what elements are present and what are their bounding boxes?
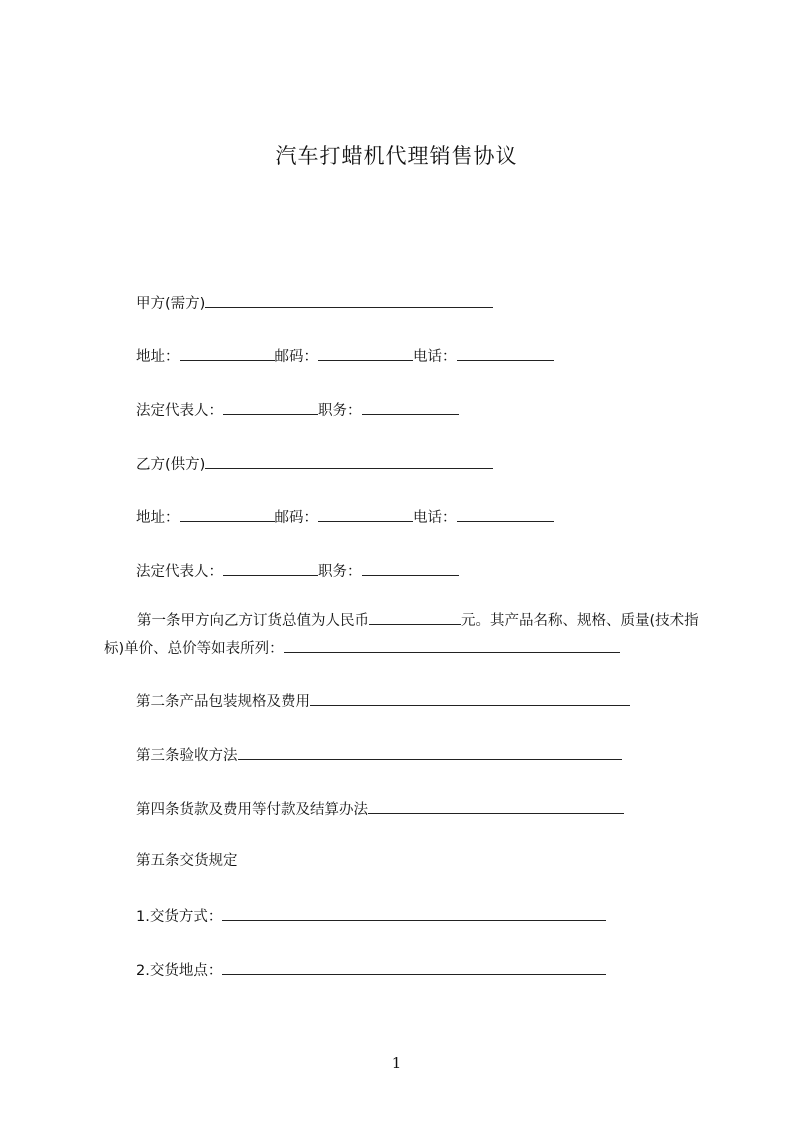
phone-blank[interactable] (457, 345, 554, 361)
party-a-label: 甲方(需方) (136, 296, 206, 312)
position-label: 职务： (318, 564, 362, 580)
phone-label: 电话： (413, 349, 457, 365)
position-blank[interactable] (362, 560, 459, 576)
article-4-blank[interactable] (368, 798, 624, 814)
article-2-label: 第二条产品包装规格及费用 (136, 694, 310, 710)
article-2-blank[interactable] (310, 690, 630, 706)
article-1-text-start: 第一条甲方向乙方订货总值为人民币 (137, 613, 369, 629)
article-2-line (136, 690, 630, 712)
party-b-label: 乙方(供方) (136, 457, 206, 473)
article-3-blank[interactable] (238, 744, 622, 760)
rep-label: 法定代表人： (136, 403, 223, 419)
article-3-label: 第三条验收方法 (136, 748, 238, 764)
address-label: 地址： (136, 349, 180, 365)
delivery-method-line (136, 905, 606, 927)
rep-label: 法定代表人： (136, 564, 223, 580)
page-number: 1 (391, 1054, 402, 1072)
party-a-line (136, 292, 493, 314)
delivery-place-line (136, 959, 606, 981)
position-label: 职务： (318, 403, 362, 419)
address-blank[interactable] (180, 506, 275, 522)
article-3-line (136, 744, 622, 766)
phone-blank[interactable] (457, 506, 554, 522)
party-b-rep-line (136, 560, 459, 582)
product-table-blank[interactable] (284, 637, 620, 653)
party-a-contact-line (136, 345, 554, 367)
party-b-blank[interactable] (205, 453, 493, 469)
rep-blank[interactable] (223, 399, 318, 415)
delivery-place-label: 2.交货地点： (136, 963, 223, 979)
rep-blank[interactable] (223, 560, 318, 576)
article-1-text-end: 元。其产品名称、规格、质量(技术指标)单价、总价等如表所列： (104, 613, 699, 657)
postcode-label: 邮码： (274, 510, 318, 526)
delivery-method-label: 1.交货方式： (136, 909, 223, 925)
total-amount-blank[interactable] (369, 609, 461, 625)
postcode-blank[interactable] (318, 506, 413, 522)
document-title: 汽车打蜡机代理销售协议 (275, 144, 518, 168)
address-blank[interactable] (180, 345, 275, 361)
postcode-blank[interactable] (318, 345, 413, 361)
delivery-method-blank[interactable] (222, 905, 606, 921)
party-a-rep-line (136, 399, 459, 421)
article-5-line (136, 851, 238, 871)
address-label: 地址： (136, 510, 180, 526)
phone-label: 电话： (413, 510, 457, 526)
party-a-blank[interactable] (205, 292, 493, 308)
position-blank[interactable] (362, 399, 459, 415)
postcode-label: 邮码： (274, 349, 318, 365)
party-b-line (136, 453, 493, 475)
article-4-label: 第四条货款及费用等付款及结算办法 (136, 802, 368, 818)
article-5-label: 第五条交货规定 (136, 853, 238, 869)
article-4-line (136, 798, 624, 820)
party-b-contact-line (136, 506, 554, 528)
delivery-place-blank[interactable] (222, 959, 606, 975)
article-1-paragraph (104, 607, 700, 663)
